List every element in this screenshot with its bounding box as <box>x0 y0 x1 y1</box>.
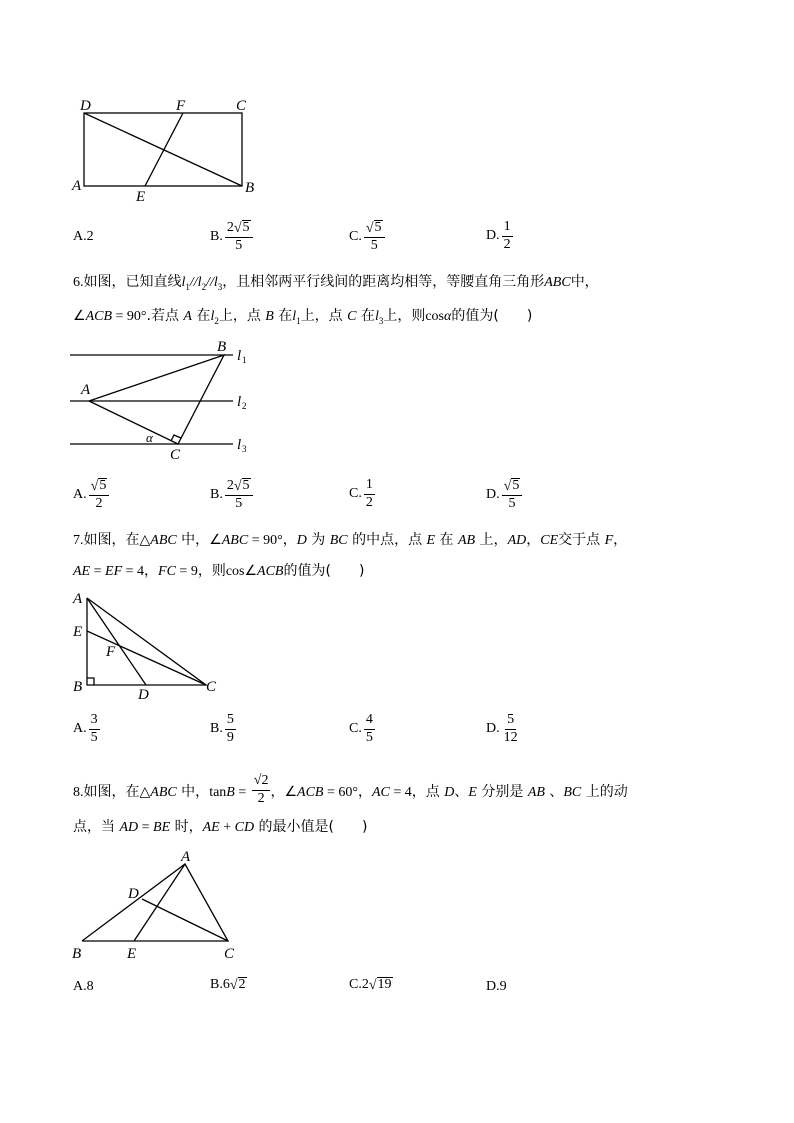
text: 如图，在△ <box>83 532 151 548</box>
option-letter: C. <box>349 721 362 737</box>
option-letter: B. <box>210 486 223 502</box>
q6-option-a[interactable] <box>73 478 109 511</box>
text: ) <box>526 308 533 324</box>
numerator: √2 <box>252 774 271 791</box>
subscript: 3 <box>217 281 223 292</box>
q6-label-alpha: α <box>146 430 153 445</box>
q8-label-e: E <box>127 946 137 962</box>
text: 中， <box>176 784 210 801</box>
text: 在 <box>356 308 375 324</box>
q7-option-c[interactable] <box>349 713 375 745</box>
q5-option-c[interactable] <box>349 220 385 253</box>
text: 在 <box>273 308 293 324</box>
fraction <box>89 478 110 511</box>
fraction <box>364 478 375 510</box>
q7-option-b[interactable] <box>210 713 236 745</box>
q8-label-b: B <box>72 946 82 962</box>
text: 的中点，点 <box>347 532 427 548</box>
q8-option-c[interactable] <box>349 977 393 993</box>
q8-segment-cd <box>142 899 228 941</box>
math: ABC <box>544 275 571 290</box>
fraction <box>502 220 513 252</box>
q6-option-b[interactable] <box>210 478 253 511</box>
math: α <box>444 309 452 324</box>
denominator: 5 <box>508 495 516 511</box>
fraction <box>364 713 375 745</box>
q8-triangle <box>82 864 228 941</box>
math: ABC <box>150 533 177 548</box>
math: D <box>444 785 455 801</box>
radicand: 5 <box>242 220 250 235</box>
text: ，则 <box>197 563 226 579</box>
subscript: 2 <box>214 315 219 326</box>
text: ，点 <box>411 784 445 801</box>
q6-triangle <box>89 355 224 444</box>
text: 中， <box>176 532 210 548</box>
q5-option-b[interactable] <box>210 220 253 253</box>
q8-line-2 <box>73 817 367 838</box>
q8-option-a[interactable] <box>73 979 94 995</box>
text: 上， <box>475 532 508 548</box>
fraction <box>225 713 236 745</box>
q7-right-angle-mark <box>87 678 94 685</box>
math: ∠ <box>73 309 86 324</box>
denominator: 12 <box>503 729 518 745</box>
math: = 90° <box>248 533 283 548</box>
option-letter: A. <box>73 229 87 244</box>
q6-line-1 <box>73 272 599 297</box>
q7-label-d: D <box>138 687 149 703</box>
text: ， <box>144 563 159 579</box>
option-value: 2 <box>86 229 94 244</box>
text: 上，点 <box>300 308 348 324</box>
q5-label-a: A <box>72 178 82 194</box>
option-letter: B. <box>210 228 223 244</box>
text: 如图，已知直线 <box>83 274 182 290</box>
fraction <box>225 220 253 253</box>
denominator: 2 <box>503 236 511 252</box>
sqrt: √ 2 <box>229 977 246 993</box>
text: ， <box>270 784 285 801</box>
fraction <box>502 478 523 511</box>
q8-line-1 <box>73 773 628 808</box>
math: AB <box>458 533 476 548</box>
q6-label-l1: l <box>237 348 242 364</box>
text: 时， <box>170 819 203 835</box>
subscript: 1 <box>296 315 301 326</box>
text: 点，当 <box>73 819 120 835</box>
math: = 9 <box>175 564 198 579</box>
math: ACB <box>297 785 324 801</box>
text: 在 <box>435 532 458 548</box>
math: AE <box>202 820 220 835</box>
sqrt: √ 5 <box>233 478 250 494</box>
math: AD <box>507 533 527 548</box>
option-value: 9 <box>499 979 507 994</box>
q6-label-l3: l <box>237 437 242 453</box>
radicand: 5 <box>99 478 107 493</box>
text: ， <box>526 532 541 548</box>
math: // <box>189 275 198 290</box>
subscript: 3 <box>378 315 384 326</box>
fraction <box>225 478 253 511</box>
option-letter: A. <box>73 486 87 502</box>
math: l <box>197 275 202 290</box>
math: ∠ <box>284 785 298 801</box>
question-number: 6. <box>73 275 84 290</box>
math: = 4 <box>389 785 412 801</box>
math: CE <box>540 533 559 548</box>
q5-option-a[interactable] <box>73 229 94 245</box>
denominator: 2 <box>257 790 265 806</box>
option-letter: D. <box>486 979 500 994</box>
text: 上的动 <box>581 784 628 801</box>
math: ABC <box>221 533 249 548</box>
numerator: 5 <box>505 713 516 730</box>
q7-line-2 <box>73 561 364 582</box>
question-number: 8. <box>73 785 84 801</box>
option-letter: D. <box>486 721 500 737</box>
math: AC <box>371 785 390 801</box>
fraction <box>364 220 385 253</box>
option-letter: D. <box>486 486 500 502</box>
text: 如图，在△ <box>83 784 151 801</box>
math: AE <box>73 564 91 579</box>
text: 为 <box>306 532 330 548</box>
math: C <box>347 309 357 324</box>
denominator: 5 <box>365 729 373 745</box>
q8-figure <box>70 848 260 968</box>
math: = 90° <box>112 309 147 324</box>
text: 上，则 <box>383 308 426 324</box>
q8-option-d[interactable] <box>486 979 507 995</box>
denominator: 2 <box>365 494 373 510</box>
option-letter: C. <box>349 486 362 502</box>
text: 分别是 <box>476 784 528 801</box>
radicand: 19 <box>377 977 392 993</box>
denominator: 5 <box>235 495 243 511</box>
text: 在 <box>191 308 211 324</box>
coefficient: 2 <box>361 977 369 992</box>
q6-line-2 <box>73 306 532 331</box>
q6-label-l2: l <box>237 394 242 410</box>
denominator: 5 <box>235 237 243 253</box>
q5-label-d: D <box>80 98 91 114</box>
math: l <box>292 309 297 324</box>
math: + <box>219 820 235 835</box>
math: AB <box>527 785 545 801</box>
text: ，且相邻两平行线间的距离均相等，等腰直角三角形 <box>222 274 545 290</box>
q7-triangle <box>87 598 206 685</box>
q7-segment-ad <box>87 598 146 685</box>
sqrt: √ 5 <box>503 478 520 494</box>
math: // <box>206 275 214 290</box>
math: = <box>90 564 106 579</box>
math: tan <box>209 785 227 801</box>
math: l <box>213 275 218 290</box>
q7-option-a[interactable] <box>73 713 100 745</box>
option-letter: A. <box>73 979 87 994</box>
q8-option-b[interactable] <box>210 977 247 993</box>
q5-label-e: E <box>136 189 146 205</box>
coefficient: 2 <box>226 477 234 493</box>
q7-segment-ce <box>87 631 206 685</box>
math: BC <box>563 785 582 801</box>
q7-label-c: C <box>206 679 217 695</box>
numerator: 5 <box>225 713 236 730</box>
sqrt: √ 5 <box>365 220 382 236</box>
math: EF <box>105 564 123 579</box>
math: B <box>226 785 235 801</box>
text: 上，点 <box>218 308 266 324</box>
math: ACB <box>257 564 284 579</box>
q6-label-c: C <box>170 447 181 463</box>
math: D <box>296 533 307 548</box>
q5-segment-ef <box>145 113 183 186</box>
text: 、 <box>454 784 469 801</box>
math: AD <box>119 820 139 835</box>
numerator: 1 <box>364 478 375 495</box>
q6-option-d[interactable] <box>486 478 522 511</box>
option-letter: B. <box>210 721 223 737</box>
option-letter: C. <box>349 977 362 992</box>
math: F <box>604 533 614 548</box>
text: ， <box>357 784 372 801</box>
radicand: 2 <box>238 977 246 993</box>
numerator: 4 <box>364 713 375 730</box>
q6-label-l1-sub: 1 <box>242 355 247 365</box>
fraction <box>89 713 100 745</box>
answer-blank <box>331 563 359 579</box>
math: ABC <box>150 785 177 801</box>
radicand: 5 <box>512 478 520 493</box>
denominator: 5 <box>90 729 98 745</box>
text: ) <box>358 563 365 579</box>
math: = <box>138 820 154 835</box>
q6-label-l2-sub: 2 <box>242 401 247 411</box>
math: ∠ <box>209 533 222 548</box>
math: cos <box>425 309 444 324</box>
q7-label-e: E <box>73 624 83 640</box>
text: ) <box>361 819 368 835</box>
q5-option-d[interactable] <box>486 220 513 252</box>
math: BE <box>153 820 171 835</box>
q6-label-a: A <box>81 382 91 398</box>
q5-label-c: C <box>236 98 247 114</box>
q6-label-l3-sub: 3 <box>242 444 247 454</box>
coefficient: 6 <box>222 977 230 992</box>
text: 交于点 <box>558 532 605 548</box>
text: 中， <box>570 274 599 290</box>
math: = 60° <box>323 785 358 801</box>
q5-label-b: B <box>245 180 255 196</box>
math: = 4 <box>122 564 145 579</box>
q6-label-b: B <box>217 339 227 355</box>
coefficient: 2 <box>226 219 234 235</box>
q8-label-d: D <box>128 886 139 902</box>
sqrt: √ 19 <box>368 977 392 993</box>
q7-label-b: B <box>73 679 83 695</box>
q7-option-d[interactable] <box>486 713 520 745</box>
text: ， <box>282 532 297 548</box>
q5-segment-db <box>84 113 242 186</box>
option-letter: C. <box>349 228 362 244</box>
math: A <box>183 309 192 324</box>
q8-label-c: C <box>224 946 235 962</box>
denominator: 2 <box>95 495 103 511</box>
numerator: 3 <box>89 713 100 730</box>
numerator: 1 <box>502 220 513 237</box>
math: l <box>210 309 215 324</box>
option-letter: A. <box>73 721 87 737</box>
option-value: 8 <box>86 979 94 994</box>
subscript: 2 <box>201 281 207 292</box>
q8-segment-ae <box>134 864 185 941</box>
text: ， <box>613 532 628 548</box>
q7-label-f: F <box>106 644 116 660</box>
answer-blank <box>499 308 527 324</box>
radicand: 5 <box>242 478 250 493</box>
math: cos∠ <box>225 564 258 579</box>
text: 的值为( <box>283 563 331 579</box>
question-number: 7. <box>73 533 84 548</box>
math: BC <box>329 533 348 548</box>
denominator: 5 <box>370 237 378 253</box>
text: 、 <box>544 784 564 801</box>
subscript: 1 <box>185 281 190 292</box>
math: = <box>234 785 250 801</box>
radicand: 5 <box>374 220 382 235</box>
q6-option-c[interactable] <box>349 478 375 510</box>
text: .若点 <box>146 308 184 324</box>
q5-label-f: F <box>176 98 186 114</box>
answer-blank <box>334 819 362 835</box>
math: l <box>181 275 186 290</box>
math: E <box>426 533 436 548</box>
text: 的最小值是( <box>254 819 334 835</box>
fraction <box>502 713 520 745</box>
q7-line-1 <box>73 530 627 551</box>
math: CD <box>234 820 255 835</box>
math: FC <box>158 564 176 579</box>
q6-figure <box>70 338 270 463</box>
q8-label-a: A <box>181 849 191 865</box>
denominator: 9 <box>226 729 234 745</box>
q7-label-a: A <box>73 591 83 607</box>
option-letter: B. <box>210 977 223 992</box>
fraction <box>252 774 271 806</box>
math: E <box>468 785 477 801</box>
option-letter: D. <box>486 228 500 244</box>
sqrt: √ 5 <box>233 220 250 236</box>
q7-figure <box>70 588 230 703</box>
text: 的值为( <box>451 308 499 324</box>
math: l <box>374 309 379 324</box>
math: ACB <box>85 309 113 324</box>
math: B <box>265 309 274 324</box>
q5-figure <box>70 95 270 205</box>
sqrt: √ 5 <box>90 478 107 494</box>
